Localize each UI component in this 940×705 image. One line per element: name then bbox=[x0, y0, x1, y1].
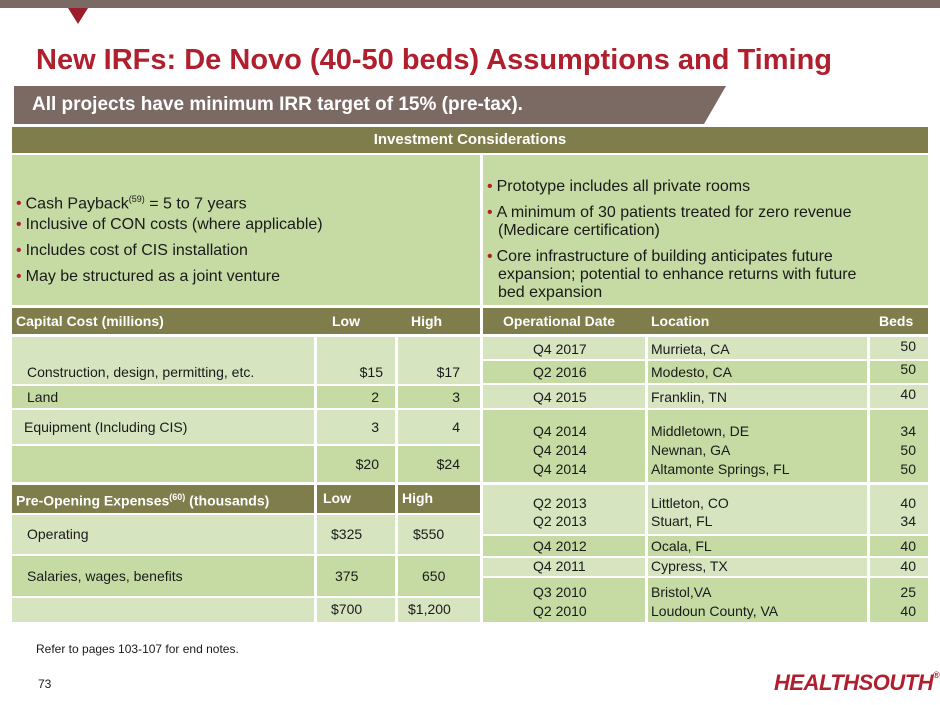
ops-row-date-cell bbox=[483, 578, 645, 622]
ops-row-date-cell bbox=[483, 536, 645, 556]
capital-total-low-cell bbox=[317, 446, 395, 482]
ops-header bbox=[483, 308, 928, 334]
capital-total-label-cell bbox=[12, 446, 314, 482]
bullet-text: Inclusive of CON costs (where applicable) bbox=[25, 216, 323, 233]
bullet-text: = 5 to 7 years bbox=[144, 195, 247, 213]
capital-total-high-cell bbox=[398, 446, 480, 482]
bullet-dot: • bbox=[487, 248, 493, 265]
capital-total-high: $24 bbox=[436, 456, 460, 472]
capital-cost-header-label: Capital Cost (millions) bbox=[16, 313, 164, 329]
preopen-row-low: $325 bbox=[331, 526, 363, 542]
bullet-dot: • bbox=[16, 195, 22, 213]
preopen-row-label-cell bbox=[12, 556, 314, 596]
bullet-dot: • bbox=[16, 268, 22, 285]
capital-row-low-cell bbox=[317, 337, 395, 384]
bullet-core-infra-cont2: bed expansion bbox=[498, 284, 603, 301]
ops-row-beds: 40 bbox=[900, 386, 916, 402]
ops-row-location: Cypress, TX bbox=[651, 558, 728, 574]
ops-row-date-cell bbox=[483, 558, 645, 576]
ops-row-beds-cell bbox=[870, 361, 928, 383]
bullet-joint-venture bbox=[16, 267, 280, 287]
bullet-cash-payback bbox=[16, 189, 247, 214]
ops-row-date-cell bbox=[483, 385, 645, 408]
ops-row-loc-cell bbox=[648, 361, 867, 383]
ops-row-location: Loudoun County, VA bbox=[651, 603, 779, 619]
preopen-header-label-cell bbox=[12, 485, 314, 513]
page-number: 73 bbox=[38, 677, 52, 691]
investment-header-text: Investment Considerations bbox=[373, 131, 567, 148]
preopen-header-text: Pre-Opening Expenses bbox=[16, 492, 170, 509]
ops-row-beds: 50 bbox=[900, 442, 916, 458]
bullet-text: A minimum of 30 patients treated for zero revenue bbox=[496, 204, 852, 221]
ops-row-date: Q3 2010 bbox=[533, 584, 587, 600]
capital-cost-header-low: Low bbox=[332, 313, 360, 329]
ops-row-loc-cell bbox=[648, 536, 867, 556]
preopen-header-low-cell bbox=[317, 485, 395, 513]
ops-row-beds: 50 bbox=[900, 338, 916, 354]
bullet-cis-cost bbox=[16, 241, 248, 261]
ops-row-beds-cell bbox=[870, 536, 928, 556]
capital-row-high-cell bbox=[398, 410, 480, 444]
preopen-header-text2: (thousands) bbox=[185, 492, 270, 509]
ops-row-beds: 40 bbox=[900, 603, 916, 619]
preopen-row-high-cell bbox=[398, 556, 480, 596]
ops-row-location: Altamonte Springs, FL bbox=[651, 461, 790, 477]
healthsouth-logo bbox=[774, 670, 939, 696]
ops-row-beds: 34 bbox=[900, 513, 916, 529]
ops-header-beds: Beds bbox=[879, 313, 914, 329]
ops-row-beds: 40 bbox=[900, 495, 916, 511]
bullet-dot: • bbox=[16, 242, 22, 259]
ops-row-beds: 40 bbox=[900, 538, 916, 554]
preopen-row-high: $550 bbox=[413, 526, 445, 542]
ops-row-beds-cell bbox=[870, 578, 928, 622]
investment-left-panel bbox=[12, 155, 480, 305]
ops-row-beds: 50 bbox=[900, 461, 916, 477]
capital-row-label-cell bbox=[12, 386, 314, 408]
end-notes-reference: Refer to pages 103-107 for end notes. bbox=[36, 642, 239, 656]
ops-row-location: Modesto, CA bbox=[651, 364, 732, 380]
ops-row-location: Littleton, CO bbox=[651, 495, 729, 511]
ops-row-date: Q2 2013 bbox=[533, 513, 587, 529]
ops-row-location: Newnan, GA bbox=[651, 442, 731, 458]
ops-row-location: Murrieta, CA bbox=[651, 341, 730, 357]
bullet-private-rooms bbox=[487, 177, 750, 197]
bullet-dot: • bbox=[487, 178, 493, 195]
preopen-row-label: Operating bbox=[27, 526, 89, 542]
capital-row-low: 3 bbox=[371, 419, 379, 435]
ops-row-date: Q2 2010 bbox=[533, 603, 587, 619]
preopen-total-low-cell bbox=[317, 598, 395, 622]
ops-row-beds: 34 bbox=[900, 423, 916, 439]
investment-right-panel bbox=[483, 155, 928, 305]
ops-header-date: Operational Date bbox=[503, 313, 616, 329]
top-bar bbox=[0, 0, 940, 8]
capital-row-high-cell bbox=[398, 337, 480, 384]
ops-row-beds-cell bbox=[870, 485, 928, 534]
ops-row-date-cell bbox=[483, 361, 645, 383]
capital-row-low: 2 bbox=[371, 389, 379, 405]
ops-row-loc-cell bbox=[648, 385, 867, 408]
page-title: New IRFs: De Novo (40-50 beds) Assumptions and Timing bbox=[36, 44, 833, 76]
preopen-header-label bbox=[16, 492, 269, 509]
ops-row-date: Q2 2013 bbox=[533, 495, 587, 511]
preopen-row-high: 650 bbox=[422, 568, 446, 584]
capital-row-high: $17 bbox=[436, 364, 460, 380]
ops-row-location: Bristol,VA bbox=[651, 584, 712, 600]
capital-row-label-cell bbox=[12, 410, 314, 444]
capital-row-label: Construction, design, permitting, etc. bbox=[27, 364, 255, 380]
ops-row-beds-cell bbox=[870, 337, 928, 359]
bullet-text: Prototype includes all private rooms bbox=[496, 178, 751, 195]
ops-row-beds-cell bbox=[870, 385, 928, 408]
ops-row-location: Middletown, DE bbox=[651, 423, 750, 439]
preopen-row-low-cell bbox=[317, 556, 395, 596]
ops-row-location: Franklin, TN bbox=[651, 389, 727, 405]
bullet-sup: (59) bbox=[128, 194, 145, 204]
ops-row-date: Q4 2011 bbox=[533, 558, 586, 574]
capital-total-low: $20 bbox=[355, 456, 379, 472]
ops-row-beds-cell bbox=[870, 410, 928, 482]
ops-row-date-cell bbox=[483, 410, 645, 482]
capital-row-label: Equipment (Including CIS) bbox=[24, 419, 188, 435]
capital-row-high: 4 bbox=[452, 419, 460, 435]
bullet-core-infra bbox=[487, 247, 833, 267]
preopen-row-low-cell bbox=[317, 515, 395, 554]
bullet-text: Cash Payback bbox=[25, 195, 129, 213]
ops-row-beds: 25 bbox=[900, 584, 916, 600]
preopen-total-high: $1,200 bbox=[408, 601, 451, 617]
preopen-row-label-cell bbox=[12, 515, 314, 554]
bullet-min-patients bbox=[487, 203, 851, 223]
ops-row-beds: 50 bbox=[900, 361, 916, 377]
preopen-total-label-cell bbox=[12, 598, 314, 622]
ops-row-loc-cell bbox=[648, 337, 867, 359]
capital-row-high: 3 bbox=[452, 389, 460, 405]
ops-row-beds: 40 bbox=[900, 558, 916, 574]
preopen-row-label: Salaries, wages, benefits bbox=[27, 568, 183, 584]
capital-row-high-cell bbox=[398, 386, 480, 408]
investment-header bbox=[12, 127, 928, 153]
ops-row-date: Q4 2017 bbox=[533, 341, 587, 357]
ops-row-date-cell bbox=[483, 485, 645, 534]
capital-row-label-cell bbox=[12, 337, 314, 384]
bullet-dot: • bbox=[487, 204, 493, 221]
bullet-text: Includes cost of CIS installation bbox=[25, 242, 248, 259]
ops-row-location: Stuart, FL bbox=[651, 513, 713, 529]
capital-row-low-cell bbox=[317, 410, 395, 444]
preopen-total-low: $700 bbox=[331, 601, 363, 617]
preopen-header-high-cell bbox=[398, 485, 480, 513]
ops-row-location: Ocala, FL bbox=[651, 538, 712, 554]
ops-row-date: Q4 2014 bbox=[533, 423, 587, 439]
ops-row-date: Q4 2015 bbox=[533, 389, 587, 405]
ops-row-date-cell bbox=[483, 337, 645, 359]
preopen-row-high-cell bbox=[398, 515, 480, 554]
bullet-con-costs bbox=[16, 215, 323, 235]
ops-row-loc-cell bbox=[648, 578, 867, 622]
ops-row-date: Q4 2012 bbox=[533, 538, 587, 554]
preopen-total-high-cell bbox=[398, 598, 480, 622]
banner-text: All projects have minimum IRR target of 15% (pre-tax). bbox=[32, 94, 523, 115]
preopen-row-low: 375 bbox=[335, 568, 359, 584]
bullet-text: Core infrastructure of building anticipates future bbox=[496, 248, 833, 265]
preopen-header-sup: (60) bbox=[169, 492, 186, 502]
bullet-dot: • bbox=[16, 216, 22, 233]
preopen-header-high: High bbox=[402, 490, 434, 506]
ops-header-location: Location bbox=[651, 313, 710, 329]
ops-row-loc-cell bbox=[648, 485, 867, 534]
capital-row-label: Land bbox=[27, 389, 59, 405]
capital-row-low-cell bbox=[317, 386, 395, 408]
irr-banner bbox=[14, 86, 726, 124]
top-bar-notch bbox=[68, 8, 88, 24]
ops-row-loc-cell bbox=[648, 410, 867, 482]
ops-row-date: Q4 2014 bbox=[533, 442, 587, 458]
logo-text: HEALTHSOUTH bbox=[774, 670, 934, 695]
bullet-min-patients-cont: (Medicare certification) bbox=[498, 222, 660, 239]
logo-registered-mark: ® bbox=[933, 670, 940, 680]
preopen-header-low: Low bbox=[323, 490, 351, 506]
capital-cost-header bbox=[12, 308, 480, 334]
ops-row-date: Q4 2014 bbox=[533, 461, 587, 477]
bullet-core-infra-cont1: expansion; potential to enhance returns with future bbox=[498, 266, 857, 283]
ops-row-loc-cell bbox=[648, 558, 867, 576]
ops-row-beds-cell bbox=[870, 558, 928, 576]
capital-row-low: $15 bbox=[359, 364, 383, 380]
bullet-text: May be structured as a joint venture bbox=[25, 268, 280, 285]
ops-row-date: Q2 2016 bbox=[533, 364, 587, 380]
capital-cost-header-high: High bbox=[411, 313, 443, 329]
